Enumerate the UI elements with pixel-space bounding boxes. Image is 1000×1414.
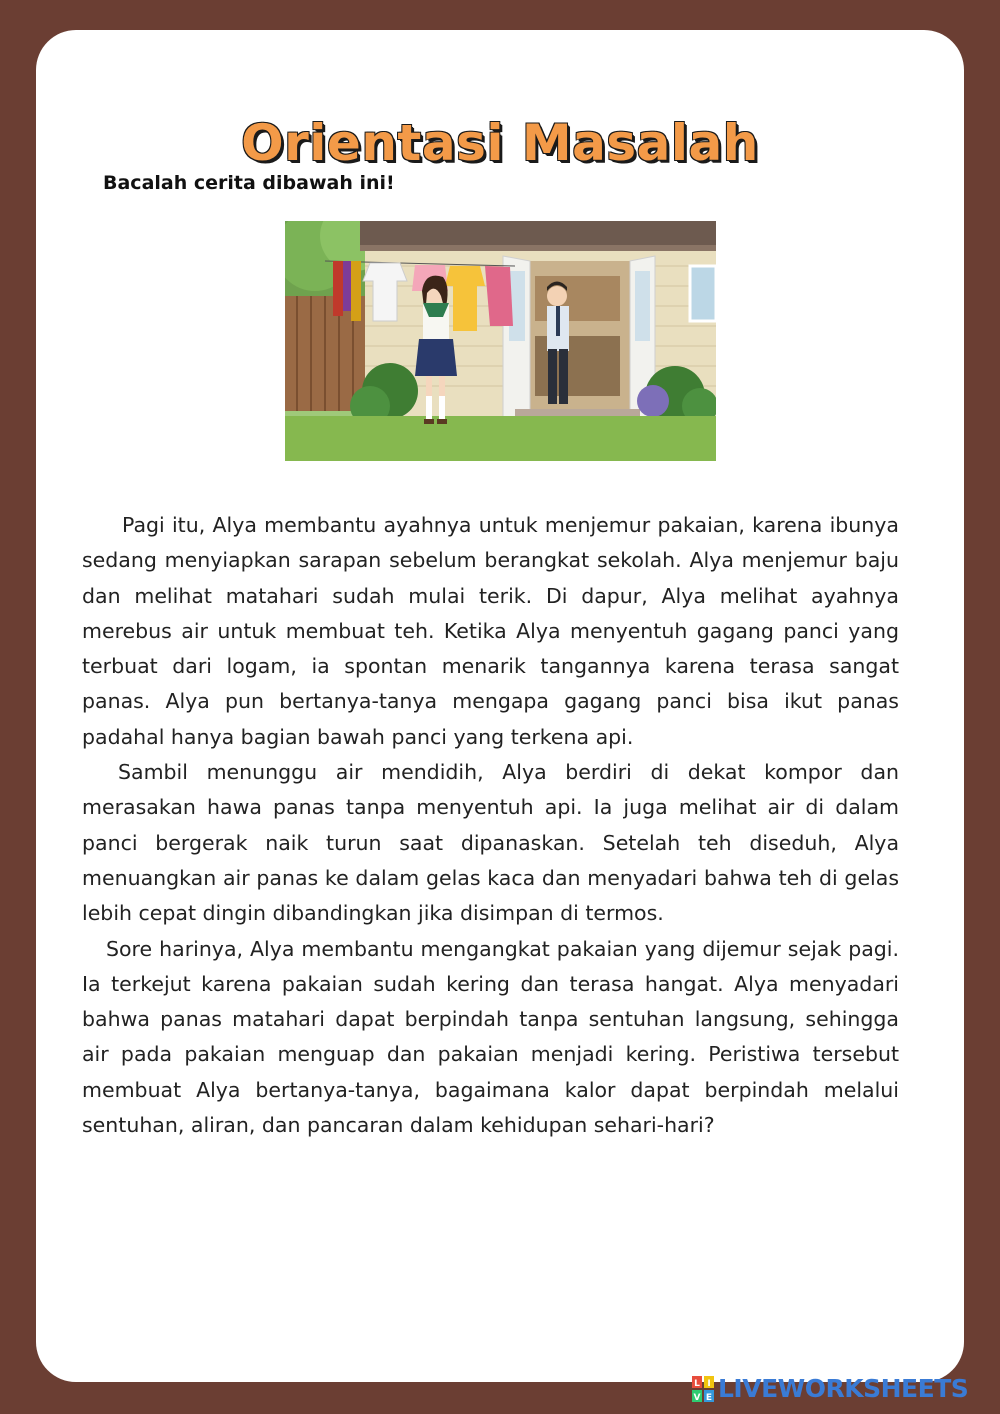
logo-letter: V xyxy=(693,1392,701,1402)
liveworksheets-logo[interactable] xyxy=(692,1374,968,1403)
brand-name: LIVEWORKSHEETS xyxy=(718,1374,969,1403)
logo-letter: E xyxy=(705,1392,713,1402)
story-paragraph: Sambil menunggu air mendidih, Alya berdiri di dekat kompor dan merasakan hawa panas tanpa menyentuh api. Ia juga melihat air di dalam panci bergerak naik turun saat dipanaskan. Setelah teh diseduh, Alya menuangkan air panas ke dalam gelas kaca dan menyadari bahwa teh di gelas lebih cepat dingin dibandingkan jika disimpan di termos. xyxy=(82,760,899,926)
worksheet-page xyxy=(36,30,964,1382)
instruction-text: Bacalah cerita dibawah ini! xyxy=(103,172,395,194)
liveworksheets-logo-icon xyxy=(692,1376,714,1402)
page-title: Orientasi Masalah xyxy=(241,114,759,172)
logo-letter: L xyxy=(694,1378,700,1389)
story-illustration xyxy=(285,221,716,461)
story-paragraph: Sore harinya, Alya membantu mengangkat pakaian yang dijemur sejak pagi. Ia terkejut karena pakaian sudah kering dan terasa hangat. Alya menyadari bahwa panas matahari dapat berpindah tanpa sentuhan langsung, sehingga air pada pakaian menguap dan pakaian menjadi kering. Peristiwa tersebut membuat Alya bertanya-tanya, bagaimana kalor dapat berpindah melalui sentuhan, aliran, dan pancaran dalam kehidupan sehari-hari? xyxy=(82,936,899,1138)
logo-letter: I xyxy=(707,1378,711,1389)
story-paragraph: Pagi itu, Alya membantu ayahnya untuk menjemur pakaian, karena ibunya sedang menyiapkan sarapan sebelum berangkat sekolah. Alya menjemur baju dan melihat matahari sudah mulai terik. Di dapur, Alya melihat ayahnya merebus air untuk membuat teh. Ketika Alya menyentuh gagang panci yang terbuat dari logam, ia spontan menarik tangannya karena terasa sangat panas. Alya pun bertanya-tanya mengapa gagang panci bisa ikut panas padahal hanya bagian bawah panci yang terkena api. xyxy=(82,513,899,749)
story-text xyxy=(82,508,899,1143)
